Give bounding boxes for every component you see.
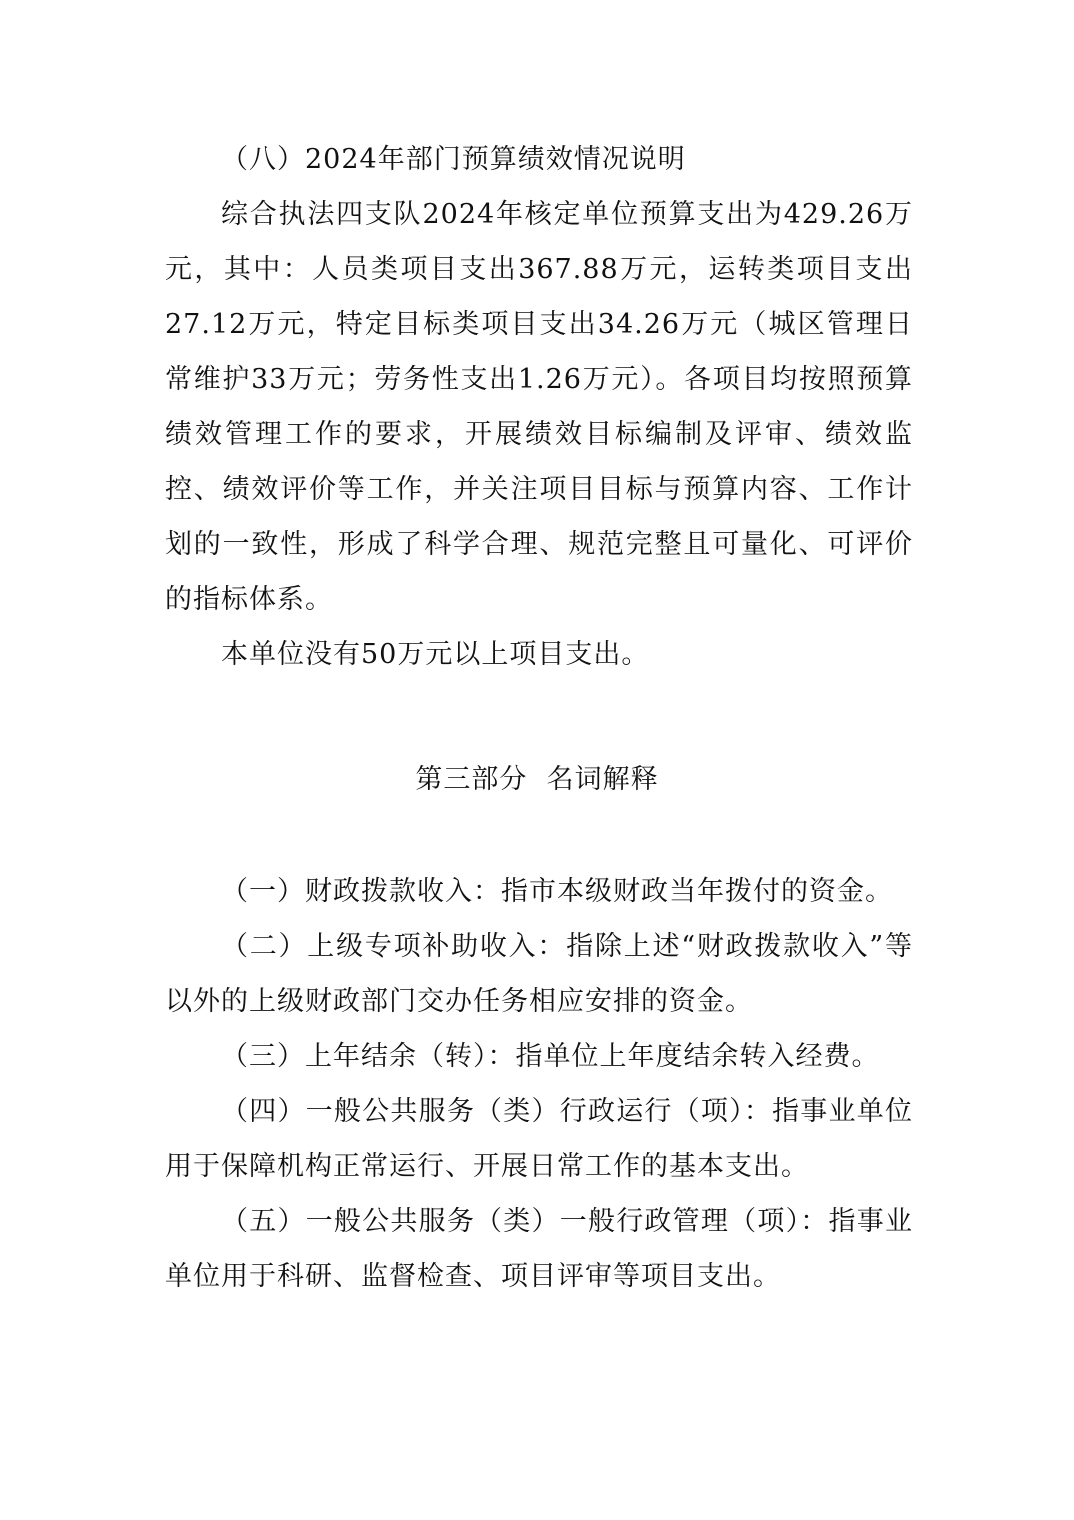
section-heading-budget-performance: （八）2024年部门预算绩效情况说明 — [221, 144, 686, 175]
glossary-item-fiscal-appropriation: （一）财政拨款收入：指市本级财政当年拨付的资金。 — [221, 876, 893, 907]
section-budget-performance — [165, 132, 913, 682]
no-large-project-paragraph: 本单位没有50万元以上项目支出。 — [221, 639, 650, 670]
glossary-item-administrative-operation: （四）一般公共服务（类）行政运行（项）：指事业单位用于保障机构正常运行、开展日常工作的基本支出。 — [165, 1096, 913, 1182]
glossary-item-special-subsidy: （二）上级专项补助收入：指除上述“财政拨款收入”等以外的上级财政部门交办任务相应安排的资金。 — [165, 931, 913, 1017]
part-three-title: 第三部分 名词解释 — [415, 764, 659, 795]
glossary-item-general-administration: （五）一般公共服务（类）一般行政管理（项）：指事业单位用于科研、监督检查、项目评审等项目支出。 — [165, 1206, 913, 1292]
budget-performance-paragraph: 综合执法四支队2024年核定单位预算支出为429.26万元，其中：人员类项目支出367.88万元，运转类项目支出27.12万元，特定目标类项目支出34.26万元（城区管理日常维护33万元；劳务性支出1.26万元）。各项目均按照预算绩效管理工作的要求，开展绩效目标编制及评审、绩效监控、绩效评价等工作，并关注项目目标与预算内容、工作计划的一致性，形成了科学合理、规范完整且可量化、可评价的指标体系。 — [165, 199, 913, 615]
glossary-list — [165, 864, 913, 1304]
glossary-item-prior-year-balance: （三）上年结余（转）：指单位上年度结余转入经费。 — [221, 1041, 880, 1072]
